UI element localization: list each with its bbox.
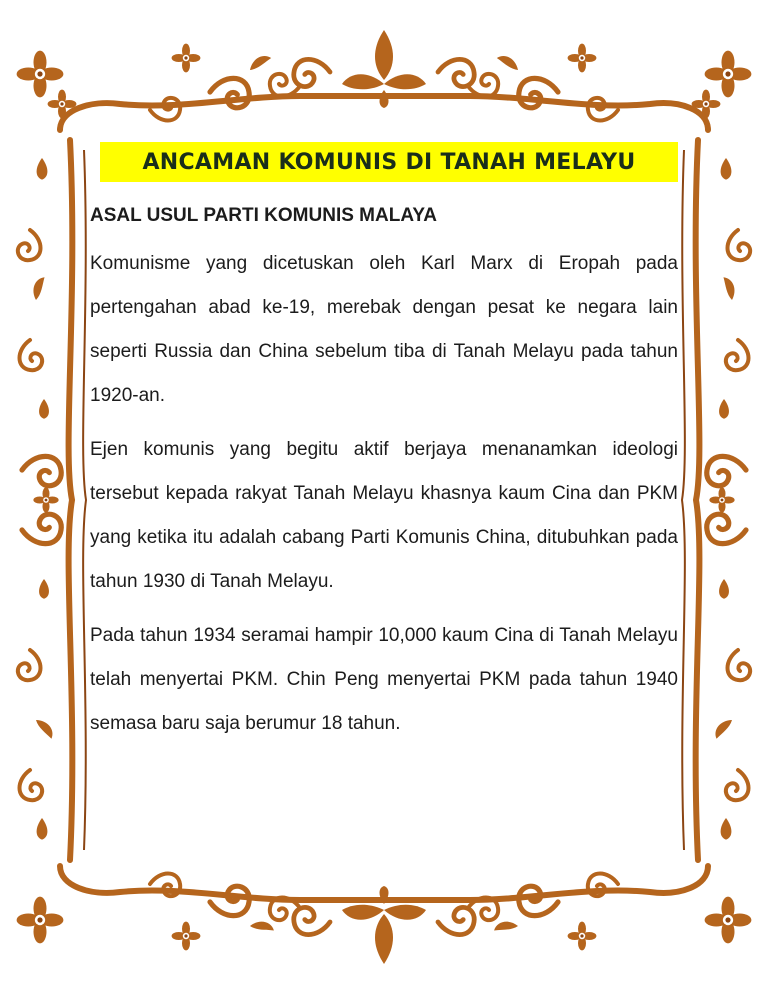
scroll-flourish-icon <box>18 158 61 840</box>
paragraph-1: Komunisme yang dicetuskan oleh Karl Marx di Eropah pada pertengahan abad ke-19, merebak dengan pesat ke negara lain seperti Russia dan China sebelum tiba di Tanah Melayu pada tahun 1920-an. <box>90 253 678 406</box>
paragraph-2: Ejen komunis yang begitu aktif berjaya menanamkan ideologi tersebut kepada rakyat Tanah Melayu khasnya kaum Cina dan PKM yang ketika itu adalah cabang Parti Komunis China, ditubuhkan pada tahun 1930 di Tanah Melayu. <box>90 439 678 592</box>
page-title: ANCAMAN KOMUNIS DI TANAH MELAYU <box>142 149 636 175</box>
section-heading: ASAL USUL PARTI KOMUNIS MALAYA <box>90 205 437 226</box>
document-body <box>90 142 678 746</box>
title-highlight <box>100 142 678 182</box>
paragraph-3: Pada tahun 1934 seramai hampir 10,000 kaum Cina di Tanah Melayu telah menyertai PKM. Chin Peng menyertai PKM pada tahun 1940 semasa baru saja berumur 18 tahun. <box>90 625 678 734</box>
